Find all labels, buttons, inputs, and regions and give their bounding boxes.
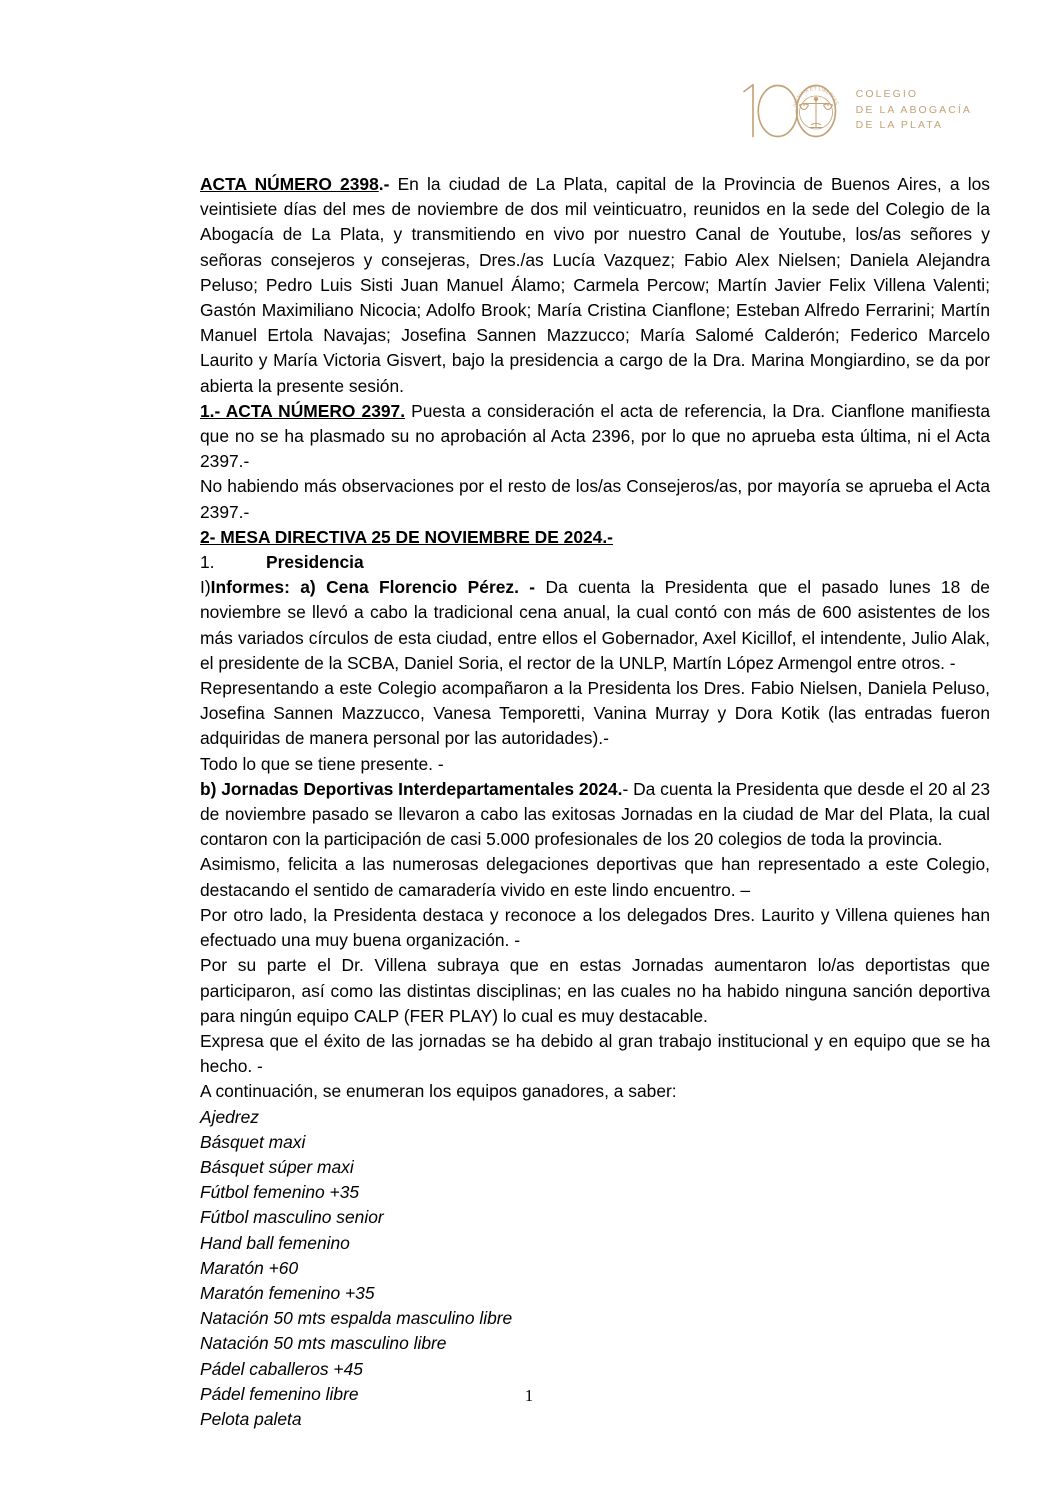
centenary-100-logo-icon [738, 72, 846, 150]
item-1-vote-text: No habiendo más observaciones por el resto de los/as Consejeros/as, por mayoría se aprueba el Acta 2397.- [200, 476, 990, 522]
list-item: Maratón femenino +35 [200, 1282, 375, 1303]
list-item: Maratón +60 [200, 1257, 299, 1278]
page-number: 1 [524, 1386, 534, 1405]
list-item: Hand ball femenino [200, 1232, 350, 1253]
list-item: Pádel caballeros +45 [200, 1358, 363, 1379]
paragraph-asimismo: Asimismo, felicita a las numerosas delegaciones deportivas que han representado a este Colegio, destacando el sentido de camaradería vivido en este lindo encuentro. – [200, 854, 990, 900]
paragraph-todo-presente: Todo lo que se tiene presente. - [200, 753, 444, 774]
logo-line-1: COLEGIO [855, 88, 919, 101]
paragraph-ganadores-intro: A continuación, se enumeran los equipos ganadores, a saber: [200, 1081, 677, 1102]
acta-number-suffix: .- [378, 174, 390, 194]
presidencia-marker: 1. [200, 552, 215, 573]
informes-heading: Informes: a) Cena Florencio Pérez. - [210, 577, 536, 598]
seal-text: IUSTITIA ET LIBERTAS [791, 85, 840, 108]
list-item: Pelota paleta [200, 1408, 302, 1429]
opening-text: En la ciudad de La Plata, capital de la Provincia de Buenos Aires, a los veintisiete días del mes de noviembre de dos mil veinticuatro, reunidos en la sede del Colegio de la Abogacía de La Plata, y transmitiendo en vivo por nuestro Canal de Youtube, los/as señores y señoras consejeros y consejeras, Dres./as Lucía Vazquez; Fabio Alex Nielsen; Daniela Alejandra Peluso; Pedro Luis Sisti Juan Manuel Álamo; Carmela Percow; Martín Javier Felix Villena Valenti; Gastón Maximiliano Nicocia; Adolfo Brook; María Cristina Cianflone; Esteban Alfredo Ferrarini; Martín Manuel Ertola Navajas; Josefina Sannen Mazzucco; María Salomé Calderón; Federico Marcelo Laurito y María Victoria Gisvert, bajo la presidencia a cargo de la Dra. Marina Mongiardino, se da por abierta la presente sesión. [200, 174, 990, 396]
list-item: Fútbol masculino senior [200, 1207, 384, 1228]
list-item: Fútbol femenino +35 [200, 1182, 360, 1203]
document-body [200, 172, 990, 1432]
paragraph-item-1-vote [200, 474, 990, 524]
paragraph-por-otro-lado: Por otro lado, la Presidenta destaca y reconoce a los delegados Dres. Laurito y Villena quienes han efectuado una muy buena organización. - [200, 904, 990, 951]
jornadas-heading: b) Jornadas Deportivas Interdepartamentales 2024. [200, 778, 623, 799]
informes-text: Da cuenta la Presidenta que el pasado lunes 18 de noviembre se llevó a cabo la tradicional cena anual, la cual contó con más de 600 asistentes de los más variados círculos de esta ciudad, entre ellos el Gobernador, Axel Kicillof, el intendente, Julio Alak, el presidente de la SCBA, Daniel Soria, el rector de la UNLP, Martín López Armengol entre otros. - [200, 577, 990, 673]
list-item: Básquet maxi [200, 1131, 306, 1152]
informes-marker: I) [200, 577, 211, 598]
item-1-text: Puesta a consideración el acta de referencia, la Dra. Cianflone manifiesta que no se ha plasmado su no aprobación al Acta 2396, por lo que no aprueba esta última, ni el Acta 2397.- [200, 400, 990, 472]
paragraph-representando: Representando a este Colegio acompañaron a la Presidenta los Dres. Fabio Nielsen, Daniela Peluso, Josefina Sannen Mazzucco, Vanesa Temporetti, Vanina Murray y Dora Kotik (las entradas fueron adquiridas de manera personal por las autoridades).- [200, 678, 990, 749]
winners-list [200, 1105, 990, 1433]
institution-name [856, 89, 972, 133]
list-item: Natación 50 mts masculino libre [200, 1333, 447, 1354]
presidencia-label: Presidencia [266, 552, 364, 573]
presidencia-line [200, 550, 990, 575]
list-item: Pádel femenino libre [200, 1383, 359, 1404]
list-item: Natación 50 mts espalda masculino libre [200, 1308, 513, 1329]
list-item: Ajedrez [200, 1106, 259, 1127]
scales-of-justice-icon [799, 97, 832, 127]
item-1-heading: 1.- ACTA NÚMERO 2397. [200, 400, 406, 421]
paragraph-exito: Expresa que el éxito de las jornadas se ha debido al gran trabajo institucional y en equipo que se ha hecho. - [200, 1030, 990, 1077]
logo-line-2: DE LA ABOGACÍA [855, 103, 972, 116]
jornadas-text: - Da cuenta la Presidenta que desde el 20 al 23 de noviembre pasado se llevaron a cabo las exitosas Jornadas en la ciudad de Mar del Plata, la cual contaron con la participación de casi 5.000 profesionales de los 20 colegios de toda la provincia. [200, 778, 990, 850]
logo-line-3: DE LA PLATA [855, 119, 944, 132]
item-2-heading: 2- MESA DIRECTIVA 25 DE NOVIEMBRE DE 2024.- [200, 526, 613, 547]
paragraph-jornadas [200, 777, 990, 853]
paragraph-opening [200, 172, 990, 399]
paragraph-villena: Por su parte el Dr. Villena subraya que en estas Jornadas aumentaron lo/as deportistas que participaron, así como las distintas disciplinas; en las cuales no ha habido ninguna sanción deportiva para ningún equipo CALP (FER PLAY) lo cual es muy destacable. [200, 955, 990, 1026]
paragraph-informes [200, 575, 990, 676]
institution-logo [738, 72, 972, 150]
paragraph-item-1 [200, 399, 990, 475]
list-item: Básquet súper maxi [200, 1156, 354, 1177]
acta-number-title: ACTA NÚMERO 2398 [200, 174, 379, 194]
